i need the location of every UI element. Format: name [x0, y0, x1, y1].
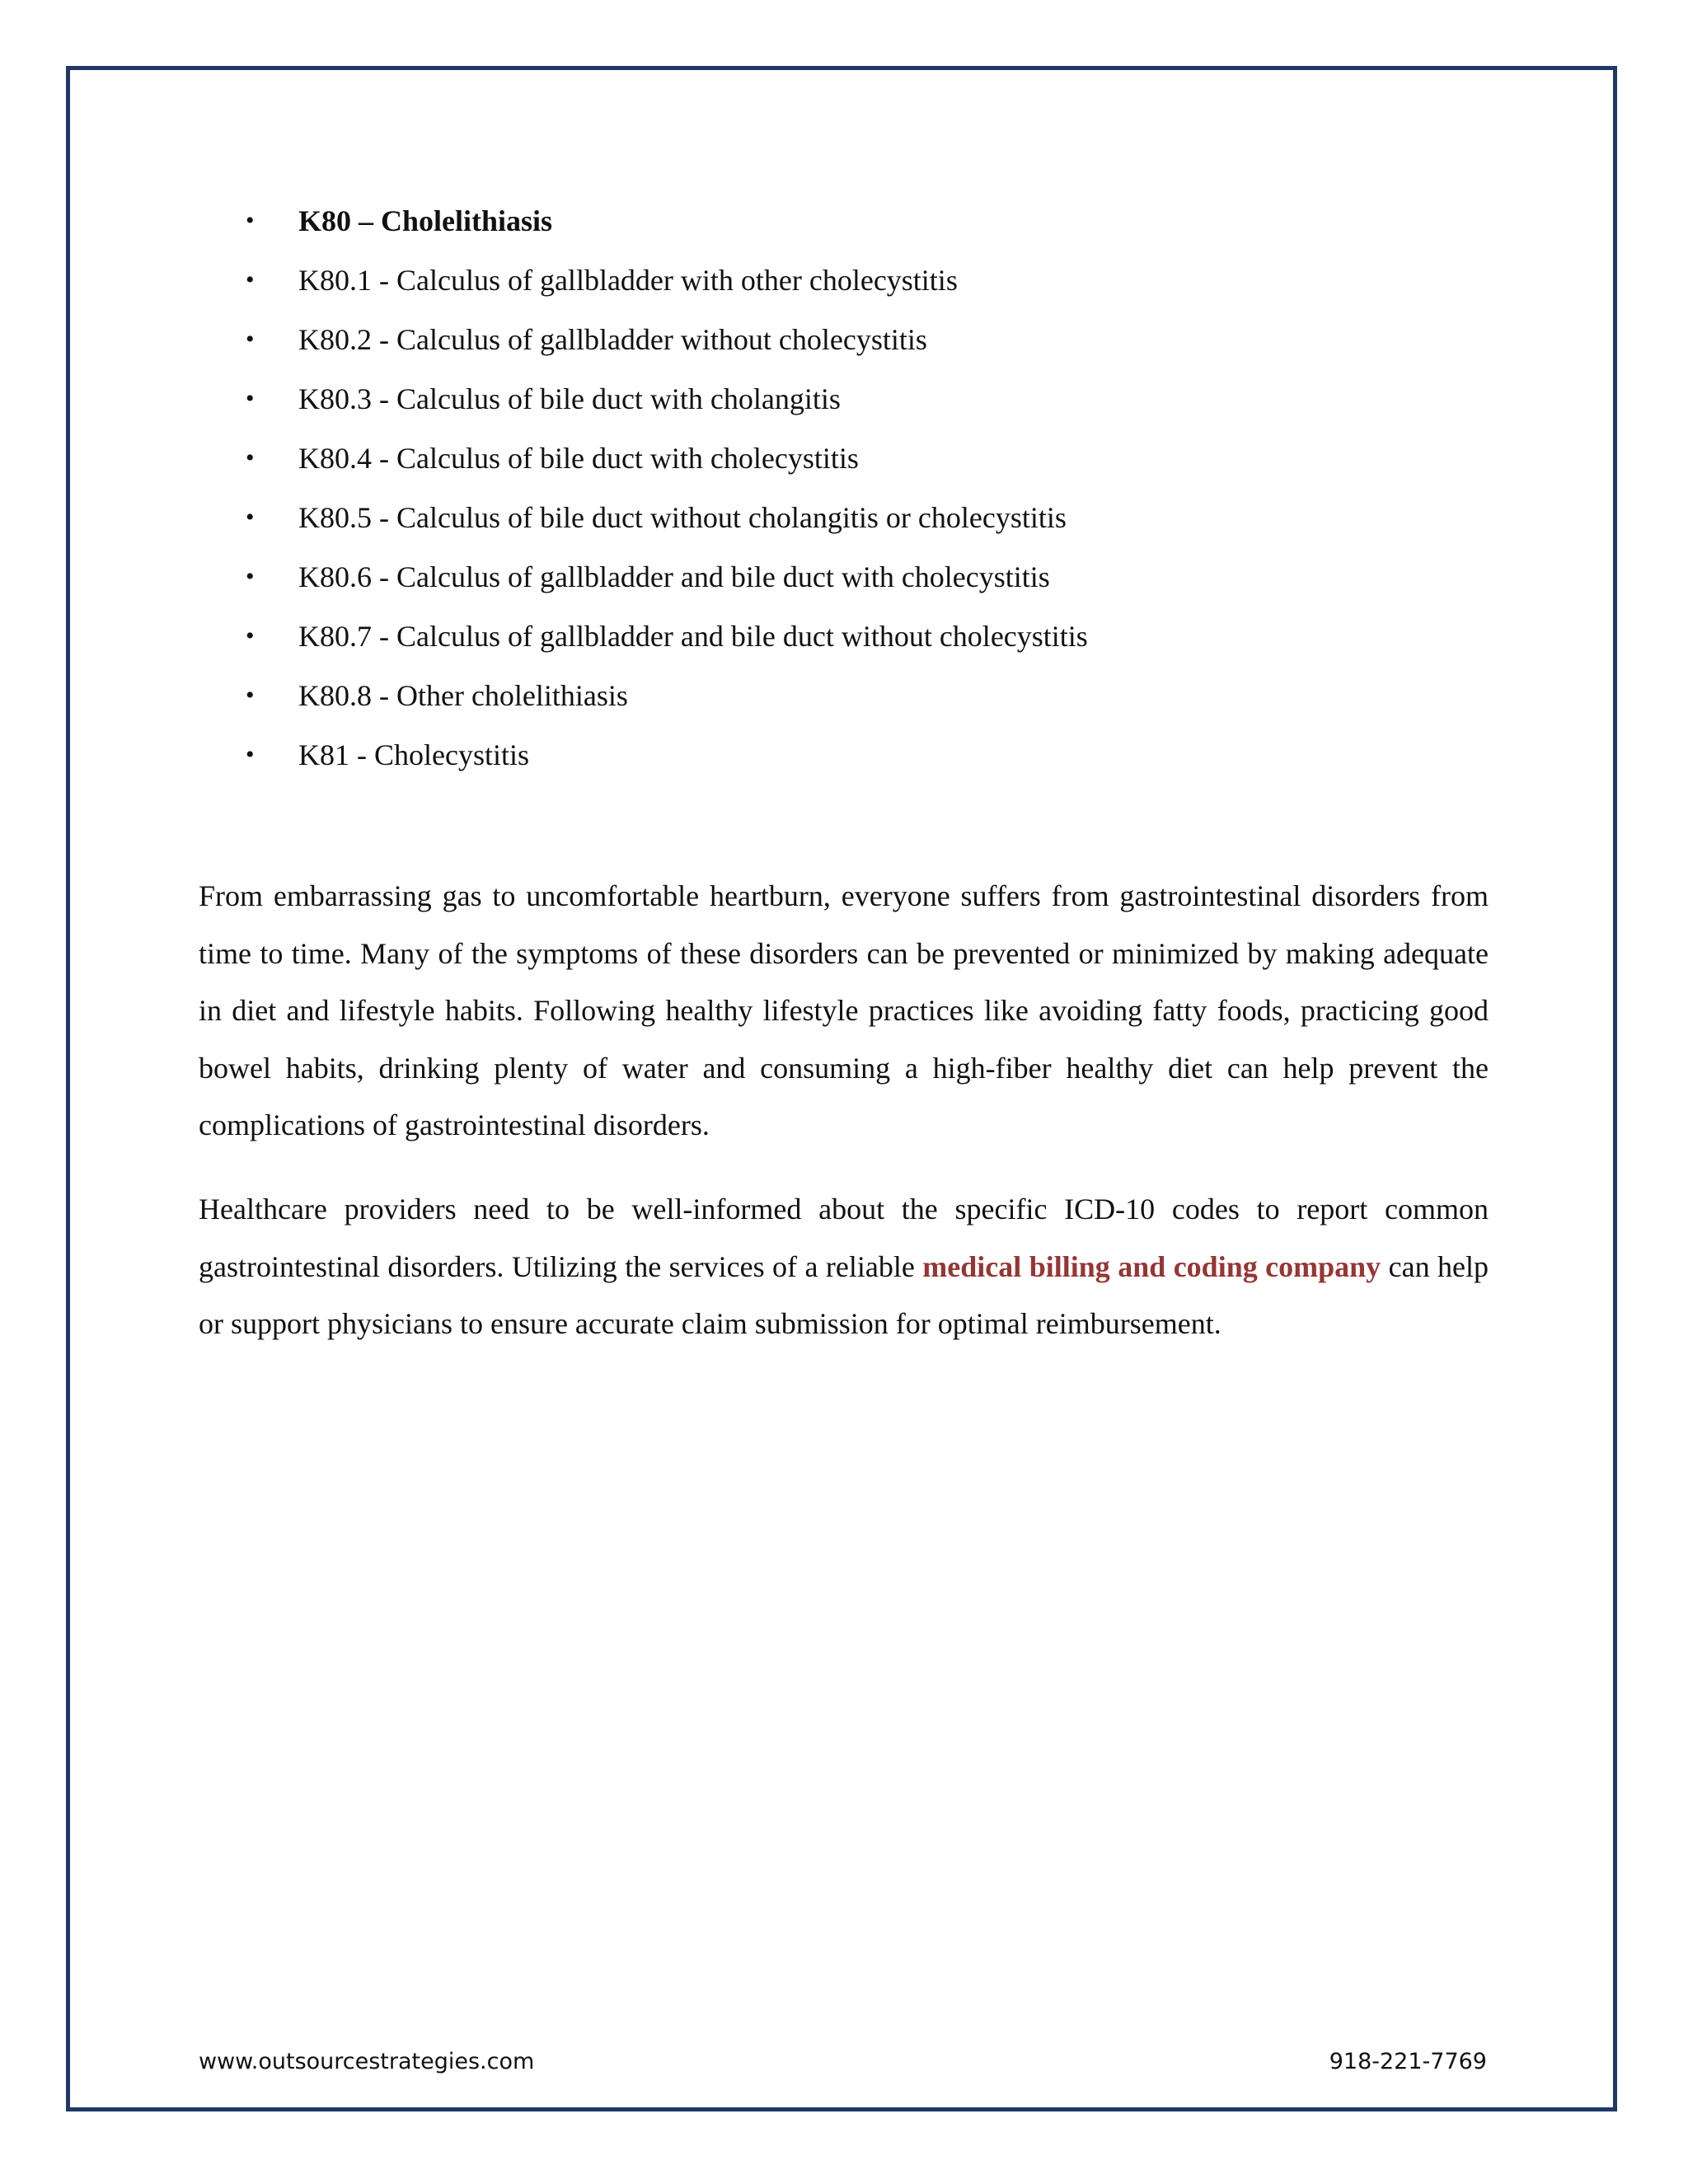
bullet-icon: • — [246, 444, 255, 471]
list-item-text: K80.2 - Calculus of gallbladder without cholecystitis — [298, 323, 927, 356]
list-item-text: K81 - Cholecystitis — [298, 738, 529, 771]
bullet-icon: • — [246, 266, 255, 293]
list-item-text: K80.8 - Other cholelithiasis — [298, 679, 628, 712]
list-item-text: K80.6 - Calculus of gallbladder and bile duct with cholecystitis — [298, 560, 1050, 593]
list-item-text: K80.5 - Calculus of bile duct without cholangitis or cholecystitis — [298, 501, 1067, 534]
footer-phone: 918-221-7769 — [1329, 2049, 1487, 2074]
body-paragraph-coding — [199, 1181, 1489, 1353]
list-item-text: K80.7 - Calculus of gallbladder and bile duct without cholecystitis — [298, 620, 1088, 653]
bullet-icon: • — [246, 622, 255, 649]
list-item-text: K80 – Cholelithiasis — [298, 204, 553, 237]
list-item-text: K80.3 - Calculus of bile duct with cholangitis — [298, 382, 841, 415]
bullet-icon: • — [246, 741, 255, 768]
bullet-icon: • — [246, 326, 255, 353]
paragraph-text: Healthcare providers need to be well-informed about the specific ICD-10 codes to report common gastrointestinal disorders. Utilizing the services of a reliable — [199, 1193, 1489, 1283]
paragraph-text: can help or support physicians to ensure accurate claim submission for optimal reimbursement. — [199, 1249, 1489, 1340]
bullet-icon: • — [246, 385, 255, 412]
medical-billing-link[interactable]: medical billing and coding company — [922, 1249, 1381, 1283]
footer-website: www.outsourcestrategies.com — [199, 2049, 535, 2074]
bullet-icon: • — [246, 207, 255, 234]
body-paragraph-gi-disorders: From embarrassing gas to uncomfortable heartburn, everyone suffers from gastrointestinal disorders from time to time. Many of the symptoms of these disorders can be prevented or minimized by making adequate in diet and lifestyle habits. Following healthy lifestyle practices like avoiding fatty foods, practicing good bowel habits, drinking plenty of water and consuming a high-fiber healthy diet can help prevent the complications of gastrointestinal disorders. — [199, 879, 1489, 1141]
bullet-icon: • — [246, 563, 255, 590]
list-item-text: K80.4 - Calculus of bile duct with cholecystitis — [298, 442, 859, 475]
list-item-text: K80.1 - Calculus of gallbladder with other cholecystitis — [298, 264, 958, 297]
bullet-icon: • — [246, 504, 255, 531]
bullet-icon: • — [246, 682, 255, 709]
